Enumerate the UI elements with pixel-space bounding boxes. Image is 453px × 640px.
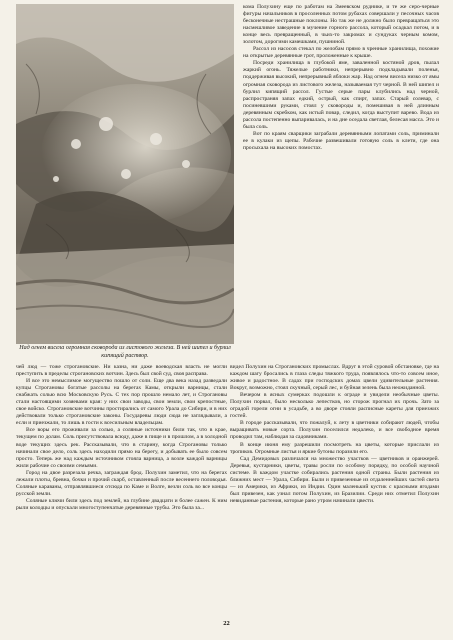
paragraph: И все это немыслимое могущество пошло от соли. Еще два века назад разведали купцы Строгановы богатые рассолы на берегах Камы, открыли варницы, стали снабжать солью всю Московскую Русь. С тех пор прошло немало лет, и Строгановы стали настоящими хозяевами края: у них свои заводы, свои земли, свои крепостные, свое войско. Строгановские вотчины простирались от самого Урала до Сибири, и в них действовали только строгановские законы. Государевы люди сюда не заглядывали, а если и приезжали, то лишь в гости к всесильным владельцам. (16, 378, 227, 427)
paragraph: чей люд — тоже строгановские. Ни казна, ни даже воеводская власть не могли преступить в пределы строгановских вотчин. Здесь был свой суд, своя расправа. (16, 364, 227, 378)
page-number: 22 (223, 620, 230, 627)
paragraph: кома Полухину еще по работам на Змеевском руднике, и те же серо-черные фигуры начальников в просоленных потом рубахах совершали у песочных часов бесконечные нестрашные поклоны. Но так же не должно было превращаться это насмешливое заведение в мучение горного рассола, который осадкал потом, и в конце весь превращенный, в чьих-то закромах и сундуках черным комом, золотом, дорогими камешками, пушниной. (243, 4, 439, 46)
paragraph: Вечером в ясных сумерках подошли к ограде и увидели необычные цветы. Полухин порвал, было несколько лепестков, но сторож прогнал их прочь. Зато за оградой горели огни в усадьбе, а во дворе стояли расписные кареты для приезжих гостей. (230, 392, 439, 420)
text-column-left-bottom (16, 364, 227, 512)
photo-of-bubbling-mud-pot-icon (16, 4, 234, 344)
paragraph: Рассол из насосов стекал по желобам прямо в чренные хранилища, похожие на открытые деревянные грот, проложенные к крыше. (243, 46, 439, 60)
paragraph: Посреди хранилища в глубокой яме, заваленной костяной дров, пылал жаркий огонь. Тяжелые работники, непрерывно подкладывали поленья, поддерживая высокий, непрерывный яблоки жар. Над огнем висела низко от ямы огромная сковорода из листового железа, называемая тут черной. В ней шипел и бурлил кипящий рассол. Густые серые пары клубились над черной, распространяя запах едкий, острый, как спирт, запах. Старый солевар, с посиневшими руками, стоял у сковороды и, помешивая в ней длинным деревянным скребком, как истый повар, следил, когда выступит варево. Вода из рассола постепенно выпаривалась, и на дне оседала светлая, белесая масса. Это и была соль. (243, 60, 439, 130)
text-column-right-top (243, 4, 439, 152)
paragraph: Соляные ключи били здесь под землей, на глубине двадцати и более сажен. К ним рыли колодцы и опускали многоступенчатые деревянные трубы. Это была за... (16, 497, 227, 511)
paragraph: Город на двое разрезала речка, заграждая брод. Полухин заметил, что на берегах лежали плоты, бревна, бочки и прочий скарб, оставленный после весеннего половодья. Соляные караваны, отправлявшиеся отсюда по Каме и Волге, везли соль во все концы русской земли. (16, 469, 227, 497)
photo-illustration (16, 4, 234, 344)
photo-caption: Над огнем висела огромная сковорода из листового железа. В ней шипел и бурлил кипящий раствор. (19, 345, 231, 359)
paragraph: Вот по краям сварщики заграбали деревянными лопатами соль, приминали ее в кулаки из щепы. Рабочие развешивали готовую соль в клети, где она просыхала на высоких помостах. (243, 130, 439, 151)
paragraph: В конце июня ему разрешили посмотреть на цветы, которые прислали из тропиков. Огромные листья и яркие бутоны поразили его. (230, 441, 439, 455)
paragraph: В городе рассказывали, что пожалуй, к лету в цветники собирают людей, чтобы выращивать новые сорта. Полухин поселился недалеко, и все свободное время проводил там, наблюдая за садовниками. (230, 420, 439, 441)
text-column-right-bottom (230, 364, 439, 505)
paragraph: видел Полухин на Строгановских промыслах. Вдруг в этой суровой обстановке, где на каждом шагу бросались в глаза следы тяжкого труда, появлялось что-то совсем иное, живое и радостное. В садах при господских домах цвели удивительные растения. Вокруг, возможно, стоял скучный, серый лес, и буйная зелень была неожиданной. (230, 364, 439, 392)
paragraph: Сад Демидовых различался на множество участков — цветников и оранжерей. Деревья, кустарники, цветы, травы росли по особому порядку, по особой научной системе. В каждом участке собирались растения одной страны. Были растения из ближних мест — Урала, Сибири. Были и привезенные из отдаленнейших частей света — из Америки, из Африки, из Индии. Один маленький кустик с красными ягодами был привезен, как узнал потом Полухин, из Бразилии. Среди них отметил Полухин невиданные растения, которые рано утром начинали цвести. (230, 455, 439, 504)
paragraph: Все воры его проживали за солью, а соляные источники били так, что в крае, текущем по долам. Соль присутствовала всюду, даже в пище и в прошлом, а в холодной воде текущих здесь рек. Рассказывали, что в старину, когда Строгановы только начинали свое дело, соль здесь находили прямо на берегу, и добывать ее было совсем просто. Теперь же над каждым источником стояла варница, а возле каждой варницы жили рабочие со своими семьями. (16, 427, 227, 469)
